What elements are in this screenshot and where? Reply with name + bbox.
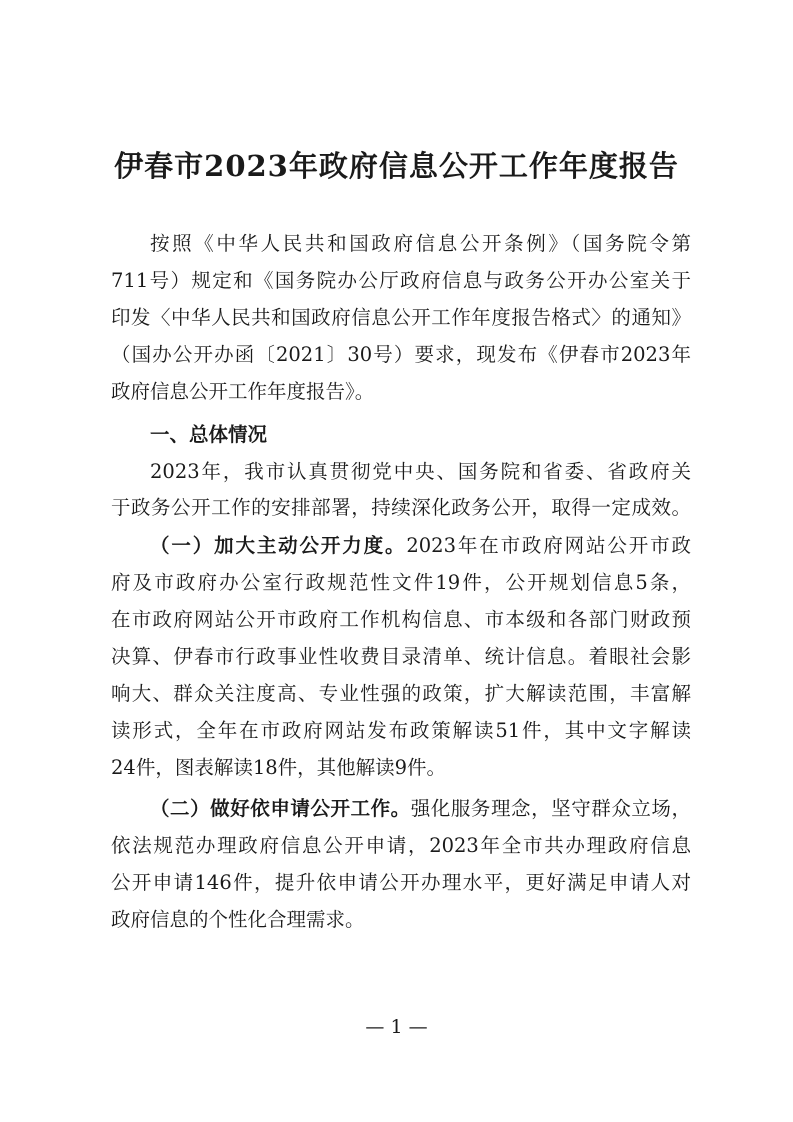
- subsection-2-line-2: 依法规范办理政府信息公开申请，2023年全市共办理政府信息: [111, 834, 691, 857]
- document-title: 伊春市2023年政府信息公开工作年度报告: [114, 149, 679, 183]
- intro-line-1: 按照《中华人民共和国政府信息公开条例》（国务院令第: [150, 232, 691, 255]
- intro-line-4: （国办公开办函〔2021〕30号）要求，现发布《伊春市2023年: [111, 343, 691, 366]
- subsection-2-line-1: 强化服务理念，坚守群众立场，: [410, 797, 691, 820]
- subsection-2-line-4: 政府信息的个性化合理需求。: [111, 908, 365, 931]
- subsection-1-line-5: 响大、群众关注度高、专业性强的政策，扩大解读范围，丰富解: [111, 682, 691, 705]
- subsection-1-line-4: 决算、伊春市行政事业性收费目录清单、统计信息。着眼社会影: [111, 645, 691, 668]
- section-heading-overview: 一、总体情况: [150, 423, 268, 446]
- page-number: — 1 —: [365, 1016, 428, 1038]
- intro-line-3: 印发〈中华人民共和国政府信息公开工作年度报告格式〉的通知》: [111, 306, 691, 329]
- subsection-2-heading: （二）做好依申请公开工作。: [150, 797, 411, 820]
- intro-line-2: 711号）规定和《国务院办公厅政府信息与政务公开办公室关于: [111, 269, 691, 292]
- subsection-1-line-7: 24件，图表解读18件，其他解读9件。: [111, 756, 447, 779]
- subsection-1-line-6: 读形式，全年在市政府网站发布政策解读51件，其中文字解读: [111, 719, 691, 742]
- subsection-2-line-3: 公开申请146件，提升依申请公开办理水平，更好满足申请人对: [111, 871, 691, 894]
- subsection-1-line-2: 府及市政府办公室行政规范性文件19件，公开规划信息5条，: [111, 571, 691, 594]
- subsection-1-line-1: 2023年在市政府网站公开市政: [406, 534, 691, 557]
- overview-line-1: 2023年，我市认真贯彻党中央、国务院和省委、省政府关: [150, 460, 691, 483]
- subsection-2-first-line: [150, 794, 691, 824]
- subsection-1-line-3: 在市政府网站公开市政府工作机构信息、市本级和各部门财政预: [111, 608, 691, 631]
- subsection-1-first-line: [150, 531, 691, 561]
- overview-line-2: 于政务公开工作的安排部署，持续深化政务公开，取得一定成效。: [111, 496, 691, 519]
- subsection-1-heading: （一）加大主动公开力度。: [150, 534, 407, 557]
- intro-line-5: 政府信息公开工作年度报告》。: [111, 380, 375, 403]
